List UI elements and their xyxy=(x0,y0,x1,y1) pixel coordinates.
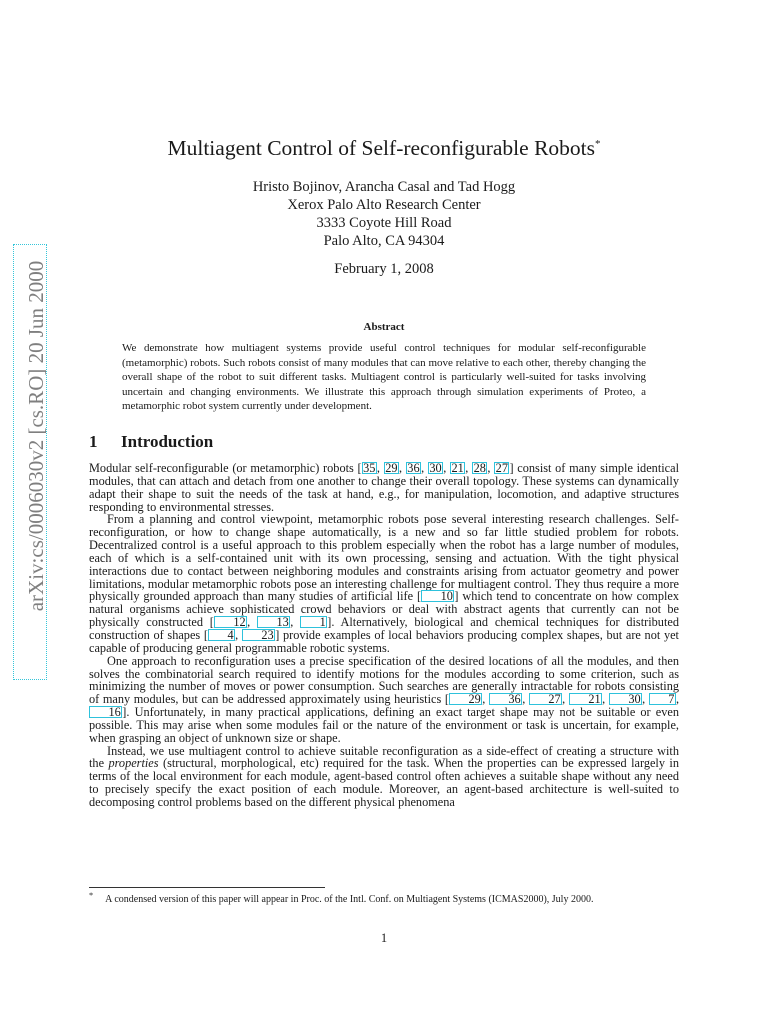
footnote-rule xyxy=(89,887,325,888)
footnote-mark: * xyxy=(89,891,94,900)
text-run: From a planning and control viewpoint, metamorphic robots pose several interesting research challenges. Self-reconfiguration, or how to change shape automatically, is a new and so far little studied problem for robots. Decentralized control is a useful approach to this problem especially when the robot has a large number of modules, each of which is a self-contained unit with its own processing, sensing and actuation. With the tight physical interactions due to contact between neighboring modules and constraints arising from actuator geometry and power limitations, modular metamorphic robots pose an interesting challenge for multiagent control. They thus require a more physically grounded approach than many studies of artificial life [ xyxy=(89,512,679,604)
citation-link[interactable]: 36 xyxy=(489,693,522,705)
text-run: ]. Unfortunately, in many practical applications, defining an exact target shape may not be suitable or even possible. This may arise when some modules fail or the nature of the environment or task is uncertain, for example, when grasping an object of unknown size or shape. xyxy=(89,705,679,745)
paragraph-3: One approach to reconfiguration uses a precise specification of the desired locations of all the modules, and then solves the combinatorial search required to identify motions for the modules according to some criterion, such as minimizing the number of moves or power consumption. Such searches are generally intractable for robots consisting of many modules, but can be addressed approximately using heuristics [ 29 , 36 , 27 , 21 , 30 , 7 , 16 ]. Unfortunately, in many practical applications, defining an exact target shape may not be suitable or even possible. This may arise when some modules fail or the nature of the environment or task is uncertain, for example, when grasping an object of unknown size or shape. xyxy=(89,653,680,745)
citation-link[interactable]: 21 xyxy=(451,461,464,475)
citation-link[interactable]: 13 xyxy=(257,616,290,628)
citation-link[interactable]: 29 xyxy=(385,461,398,475)
section-title: Introduction xyxy=(121,432,214,451)
address-line: 3333 Coyote Hill Road xyxy=(316,215,452,231)
paragraph-2: From a planning and control viewpoint, metamorphic robots pose several interesting research challenges. Self-reconfiguration, or how to change shape automatically, is a new and so far little studied problem for robots. Decentralized control is a useful approach to this problem especially when the robot has a large number of modules, each of which is a self-contained unit with its own processing, sensing and actuation. With the tight physical interactions due to contact between neighboring modules and constraints arising from actuator geometry and power limitations, modular metamorphic robots pose an interesting challenge for multiagent control. They thus require a more physically grounded approach than many studies of artificial life [ 10 ] which tend to concentrate on how complex natural organisms achieve sophisticated crowd behaviors or deal with abstract agents that currently can not be physically constructed [ 12 , 13 , 1 ]. Alternatively, biological and chemical techniques for distributed construction of shapes [ 4 , 23 ] provide examples of local behaviors producing complex shapes, but are not yet capable of producing general programmable robotic systems. xyxy=(89,512,679,655)
citation-link[interactable]: 1 xyxy=(300,616,327,628)
paragraph-1: Modular self-reconfigurable (or metamorphic) robots [ 35 , 29 , 36 , 30 , 21 , 28 , 27 ] consist of many simple identical modules, that can attach and detach from one another to change their overall topology. These systems can dynamically adapt their shape to suit the needs of the task at hand, e.g., for manipulation, locomotion, and adaptive structures responding to environmental stresses. xyxy=(89,461,679,514)
text-run: ]. Alternatively, biological and chemical techniques for distributed construction of shapes [ xyxy=(89,615,679,642)
footnote-text: A condensed version of this paper will appear in Proc. of the Intl. Conf. on Multiagent Systems (ICMAS2000), July 2000. xyxy=(105,894,594,906)
text-run: One approach to reconfiguration uses a precise specification of the desired locations of all the modules, and then solves the combinatorial search required to identify motions for the modules according to some criterion, such as minimizing the number of moves or power consumption. Such searches are generally intractable for robots consisting of many modules, but can be addressed approximately using heuristics [ xyxy=(89,653,679,707)
title-footnote-mark: * xyxy=(595,137,601,150)
citation-link[interactable]: 12 xyxy=(214,616,247,628)
citation-link[interactable]: 35 xyxy=(363,461,376,475)
arxiv-identifier[interactable]: arXiv:cs/0006030v2 [cs.RO] 20 Jun 2000 xyxy=(24,260,48,612)
emphasis: properties xyxy=(108,756,159,771)
paper-date: February 1, 2008 xyxy=(334,261,434,277)
abstract-text: We demonstrate how multiagent systems provide useful control techniques for modular self-reconfigurable (metamorphic) robots. Such robots consist of many modules that can move relative to each other, thereby changing the overall shape of the robot to suit different tasks. Multiagent control is particularly well-suited for tasks involving uncertain and changing environments. We illustrate this approach through simulation experiments of Proteo, a metamorphic robot system currently under development. xyxy=(122,342,646,412)
citation-link[interactable]: 36 xyxy=(407,461,420,475)
text-run: Instead, we use multiagent control to achieve suitable reconfiguration as a side-effect of creating a structure with the xyxy=(89,743,679,771)
citation-link[interactable]: 10 xyxy=(421,590,454,602)
page-number: 1 xyxy=(380,931,388,945)
citation-link[interactable]: 30 xyxy=(609,693,642,705)
citation-link[interactable]: 21 xyxy=(569,693,602,705)
title-text: Multiagent Control of Self-reconfigurable Robots xyxy=(167,136,596,160)
abstract-heading: Abstract xyxy=(363,321,405,333)
section-number: 1 xyxy=(89,432,98,451)
text-run: ] consist of many simple identical modules, that can attach and detach from one another to change their overall topology. These systems can dynamically adapt their shape to suit the needs of the task at hand, e.g., for manipulation, locomotion, and adaptive structures responding to environmental stresses. xyxy=(89,461,679,514)
citation-link[interactable]: 16 xyxy=(89,706,122,718)
citation-link[interactable]: 28 xyxy=(473,461,486,475)
citation-link[interactable]: 27 xyxy=(529,693,562,705)
text-run: ] provide examples of local behaviors producing complex shapes, but are not yet capable of producing general programmable robotic systems. xyxy=(89,627,679,655)
affiliation: Xerox Palo Alto Research Center xyxy=(287,197,481,213)
section-heading xyxy=(89,432,213,452)
citation-link[interactable]: 27 xyxy=(495,461,508,475)
footnote xyxy=(89,891,689,905)
citation-link[interactable]: 29 xyxy=(449,693,482,705)
citation-link[interactable]: 4 xyxy=(208,629,235,641)
text-run: ] which tend to concentrate on how complex natural organisms achieve sophisticated crowd behaviors or deal with abstract agents that currently can not be physically constructed [ xyxy=(89,589,679,630)
authors: Hristo Bojinov, Arancha Casal and Tad Hogg xyxy=(252,179,516,195)
citation-link[interactable]: 7 xyxy=(649,693,676,705)
text-run: Modular self-reconfigurable (or metamorphic) robots [ xyxy=(89,461,362,475)
body-text xyxy=(89,462,679,809)
paragraph-4 xyxy=(89,745,679,809)
paper-title xyxy=(0,136,768,161)
text-run: (structural, morphological, etc) required for the task. When the properties can be expressed largely in terms of the local environment for each module, agent-based control often achieves a suitable shape without any need to precisely specify the exact position of each module. Moreover, an agent-based architecture is well-suited to decomposing control problems based on the different physical phenomena xyxy=(89,756,679,809)
citation-link[interactable]: 23 xyxy=(242,629,275,641)
address-city: Palo Alto, CA 94304 xyxy=(323,233,445,249)
citation-link[interactable]: 30 xyxy=(429,461,442,475)
author-block xyxy=(0,178,768,250)
